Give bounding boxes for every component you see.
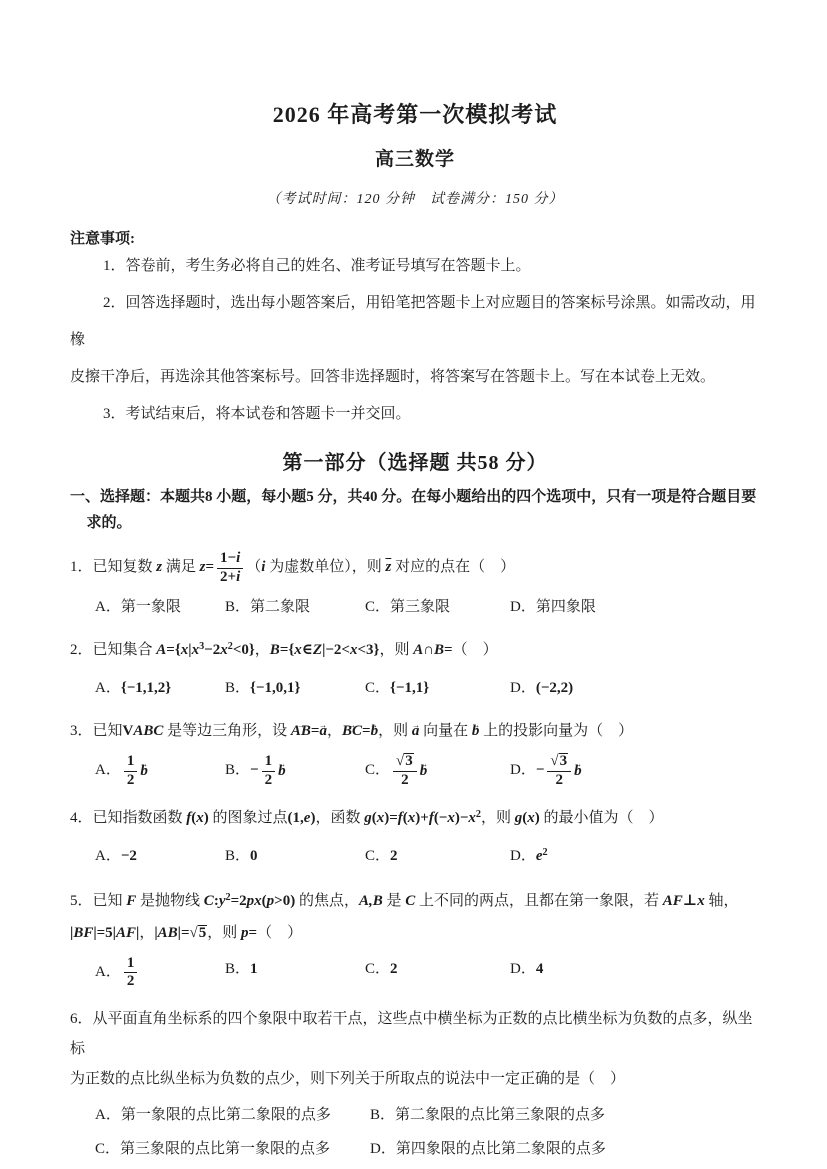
question-2-text: 2．已知集合 $A=\{x|x^3-2x^2<0\}$，B={x∈Z|−2<x<3}，则 A∩B=（ ） [70, 641, 498, 659]
question-5-option-d: D．4 [510, 960, 544, 977]
question-4-option-a: A．−2 [95, 847, 137, 864]
question-4-options [70, 841, 760, 873]
question-5-option-b: B．1 [225, 960, 258, 977]
notice-item-2-line-2: 皮擦干净后，再选涂其他答案标号。回答非选择题时，将答案写在答题卡上。写在本试卷上无效。 [70, 369, 716, 385]
question-6-option-a: A．第一象限的点比第二象限的点多 [95, 1107, 331, 1124]
question-3-option-c: C． $\frac{√3}{2}$ b → [365, 752, 510, 789]
question-6-option-c: C．第三象限的点比第一象限的点多 [95, 1141, 331, 1158]
question-6-text-line-2: 为正数的点比纵坐标为负数的点少，则下列关于所取点的说法中一定正确的是（ ） [70, 1071, 626, 1088]
question-3-option-a: A． $\frac{1}{2}$ b → [95, 752, 225, 789]
question-1-text: 1．已知复数 z 满足 z= $\frac{1-i}{2+i}$ （i 为虚数单位），则 $\overline{z}$ 对应的点在（ ） [70, 550, 516, 585]
question-3-option-d: D．− $\frac{√3}{2}$ b → [510, 752, 760, 789]
question-4 [70, 803, 760, 873]
question-1-options [70, 592, 760, 622]
question-5-text-line-2: |BF|=5|AF|，|AB|=√5，则 p=（ ） [70, 924, 303, 941]
question-6-option-b: B．第二象限的点比第三象限的点多 [370, 1107, 606, 1124]
question-3-options [70, 752, 760, 789]
question-3 [70, 716, 760, 789]
question-3-option-b: B．− $\frac{1}{2}$ b → [225, 752, 365, 789]
question-6-options-row-2 [70, 1134, 760, 1164]
question-1-option-a: A．第一象限 [95, 599, 181, 616]
question-1-option-b: B．第二象限 [225, 599, 311, 616]
choice-intro-line-1: 一、选择题：本题共8 小题，每小题5 分，共40 分。在每小题给出的四个选项中，只有一项是符合题目要 [70, 489, 757, 505]
question-1-option-d: D．第四象限 [510, 599, 596, 616]
question-5-text-line-1: 5．已知 F 是抛物线 $C:y^2=2px(p>0)$ 的焦点，A,B 是 C 上不同的两点，且都在第一象限，若 AF⊥x 轴， [70, 891, 739, 909]
question-5 [70, 886, 760, 991]
exam-title: 2026 年高考第一次模拟考试 [272, 102, 558, 127]
question-2-option-a: A．{−1,1,2} [95, 680, 172, 697]
question-4-text: 4．已知指数函数 f(x) 的图象过点(1,e)，函数 $g(x)=f(x)+f(-x)-x^2$，则 g(x) 的最小值为（ ） [70, 808, 664, 826]
notice-item-2-line-1: 2．回答选择题时，选出每小题答案后，用铅笔把答题卡上对应题目的答案标号涂黑。如需改动，用橡 [70, 295, 756, 348]
section-1-heading: 第一部分（选择题 共58 分） [282, 452, 548, 474]
question-2 [70, 635, 760, 703]
question-6-text-line-1: 6．从平面直角坐标系的四个象限中取若干点，这些点中横坐标为正数的点比横坐标为负数的点多，纵坐标 [70, 1011, 753, 1058]
question-2-options [70, 673, 760, 703]
exam-info-line: （考试时间：120 分钟 试卷满分：150 分） [266, 192, 564, 207]
notice-heading: 注意事项: [70, 231, 135, 247]
question-4-option-c: C．2 [365, 847, 398, 864]
question-1 [70, 549, 760, 622]
question-4-option-b: B．0 [225, 847, 258, 864]
question-6-option-d: D．第四象限的点比第二象限的点多 [370, 1141, 606, 1158]
question-3-text: 3．已知VABC 是等边三角形，设 AB →=a →，BC →=b →，则 a → 向量在 b → 上的投影向量为（ ） [70, 716, 760, 746]
question-6-options-row-1 [70, 1100, 760, 1130]
exam-subject: 高三数学 [374, 149, 455, 170]
question-2-option-d: D．(−2,2) [510, 680, 574, 697]
notice-item-3: 3．考试结束后，将本试卷和答题卡一并交回。 [103, 406, 411, 422]
choice-section-intro [70, 484, 760, 536]
question-2-option-b: B．{−1,0,1} [225, 680, 301, 697]
question-5-options [70, 954, 760, 991]
question-4-option-d: D．$e^2$ [510, 846, 548, 864]
notice-item-1: 1．答卷前，考生务必将自己的姓名、准考证号填写在答题卡上。 [103, 258, 531, 274]
question-1-option-c: C．第三象限 [365, 599, 451, 616]
question-2-option-c: C．{−1,1} [365, 680, 430, 697]
question-5-option-a: A． $\frac{1}{2}$ [95, 954, 225, 991]
choice-intro-line-2: 求的。 [86, 515, 132, 531]
question-5-option-c: C．2 [365, 960, 398, 977]
question-6 [70, 1004, 760, 1164]
